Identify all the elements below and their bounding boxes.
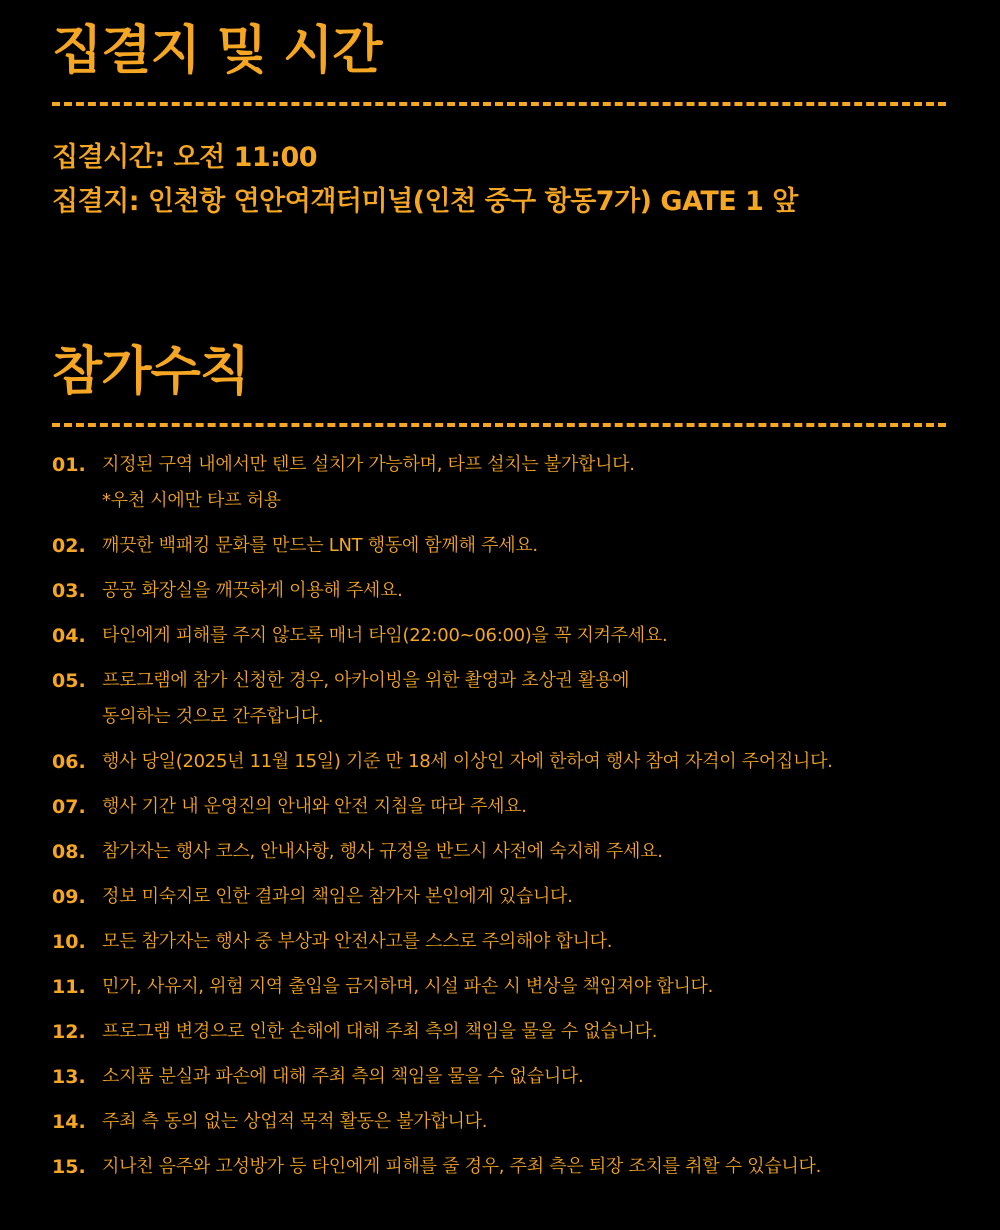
meeting-heading: 집결지 및 시간 [52, 21, 382, 81]
rule-number: 05. [52, 670, 86, 692]
rule-number: 04. [52, 625, 86, 647]
rule-text [102, 1149, 821, 1185]
rule-number: 11. [52, 976, 86, 998]
rule-line: 모든 참가자는 행사 중 부상과 안전사고를 스스로 주의해야 합니다. [102, 931, 613, 952]
rule-number: 06. [52, 751, 86, 773]
meeting-place: 집결지: 인천항 연안여객터미널(인천 중구 항동7가) GATE 1 앞 [52, 186, 798, 217]
rule-item [52, 879, 948, 915]
rules-section [52, 335, 948, 1194]
rule-text [102, 528, 538, 564]
rule-text [102, 618, 667, 654]
rule-line: 지나친 음주와 고성방가 등 타인에게 피해를 줄 경우, 주최 측은 퇴장 조치를 취할 수 있습니다. [102, 1156, 821, 1177]
rule-number: 03. [52, 580, 86, 602]
rule-number: 10. [52, 931, 86, 953]
rule-text [102, 834, 663, 870]
rule-line: 깨끗한 백패킹 문화를 만드는 LNT 행동에 함께해 주세요. [102, 535, 538, 556]
rule-item [52, 1104, 948, 1140]
rule-number: 12. [52, 1021, 86, 1043]
rule-line: 민가, 사유지, 위험 지역 출입을 금지하며, 시설 파손 시 변상을 책임져야 합니다. [102, 976, 714, 997]
rule-item [52, 924, 948, 960]
rules-list [52, 447, 948, 1185]
rule-text [102, 447, 635, 519]
rule-line: 공공 화장실을 깨끗하게 이용해 주세요. [102, 580, 403, 601]
rule-item [52, 573, 948, 609]
rules-heading: 참가수칙 [52, 342, 249, 402]
rule-item [52, 834, 948, 870]
rule-item [52, 789, 948, 825]
rule-number: 02. [52, 535, 86, 557]
rule-line: 소지품 분실과 파손에 대해 주최 측의 책임을 물을 수 없습니다. [102, 1066, 584, 1087]
rule-number: 08. [52, 841, 86, 863]
rule-text [102, 879, 573, 915]
rule-text [102, 1014, 657, 1050]
meeting-time: 집결시간: 오전 11:00 [52, 142, 318, 173]
rule-item [52, 618, 948, 654]
rule-item [52, 1059, 948, 1095]
rule-line: 프로그램 변경으로 인한 손해에 대해 주최 측의 책임을 물을 수 없습니다. [102, 1021, 658, 1042]
rule-item [52, 969, 948, 1005]
rule-item [52, 447, 948, 519]
rule-line: 프로그램에 참가 신청한 경우, 아카이빙을 위한 촬영과 초상권 활용에 [102, 670, 630, 691]
rule-line: *우천 시에만 타프 허용 [102, 490, 281, 511]
rule-text [102, 789, 527, 825]
dashed-divider [52, 423, 946, 427]
rule-text [102, 1059, 583, 1095]
rule-line: 지정된 구역 내에서만 텐트 설치가 가능하며, 타프 설치는 불가합니다. [102, 454, 635, 475]
rule-line: 정보 미숙지로 인한 결과의 책임은 참가자 본인에게 있습니다. [102, 886, 573, 907]
rule-number: 13. [52, 1066, 86, 1088]
rule-number: 01. [52, 454, 86, 476]
rule-line: 행사 당일(2025년 11월 15일) 기준 만 18세 이상인 자에 한하여 행사 참여 자격이 주어집니다. [102, 751, 833, 772]
rule-number: 15. [52, 1156, 86, 1178]
rule-line: 타인에게 피해를 주지 않도록 매너 타임(22:00~06:00)을 꼭 지켜주세요. [102, 625, 668, 646]
rule-text [102, 969, 713, 1005]
rule-number: 09. [52, 886, 86, 908]
rule-text [102, 663, 629, 735]
dashed-divider [52, 102, 946, 106]
rule-line: 행사 기간 내 운영진의 안내와 안전 지침을 따라 주세요. [102, 796, 527, 817]
rule-item [52, 663, 948, 735]
rule-text [102, 573, 403, 609]
rule-number: 14. [52, 1111, 86, 1133]
rule-text [102, 924, 612, 960]
rule-text [102, 744, 833, 780]
rule-line: 동의하는 것으로 간주합니다. [102, 706, 324, 727]
meeting-info [52, 136, 948, 224]
rule-line: 주최 측 동의 없는 상업적 목적 활동은 불가합니다. [102, 1111, 488, 1132]
rule-line: 참가자는 행사 코스, 안내사항, 행사 규정을 반드시 사전에 숙지해 주세요. [102, 841, 663, 862]
rule-item [52, 1149, 948, 1185]
rule-item [52, 528, 948, 564]
rule-number: 07. [52, 796, 86, 818]
meeting-section [52, 14, 948, 224]
rule-item [52, 1014, 948, 1050]
rule-text [102, 1104, 487, 1140]
rule-item [52, 744, 948, 780]
